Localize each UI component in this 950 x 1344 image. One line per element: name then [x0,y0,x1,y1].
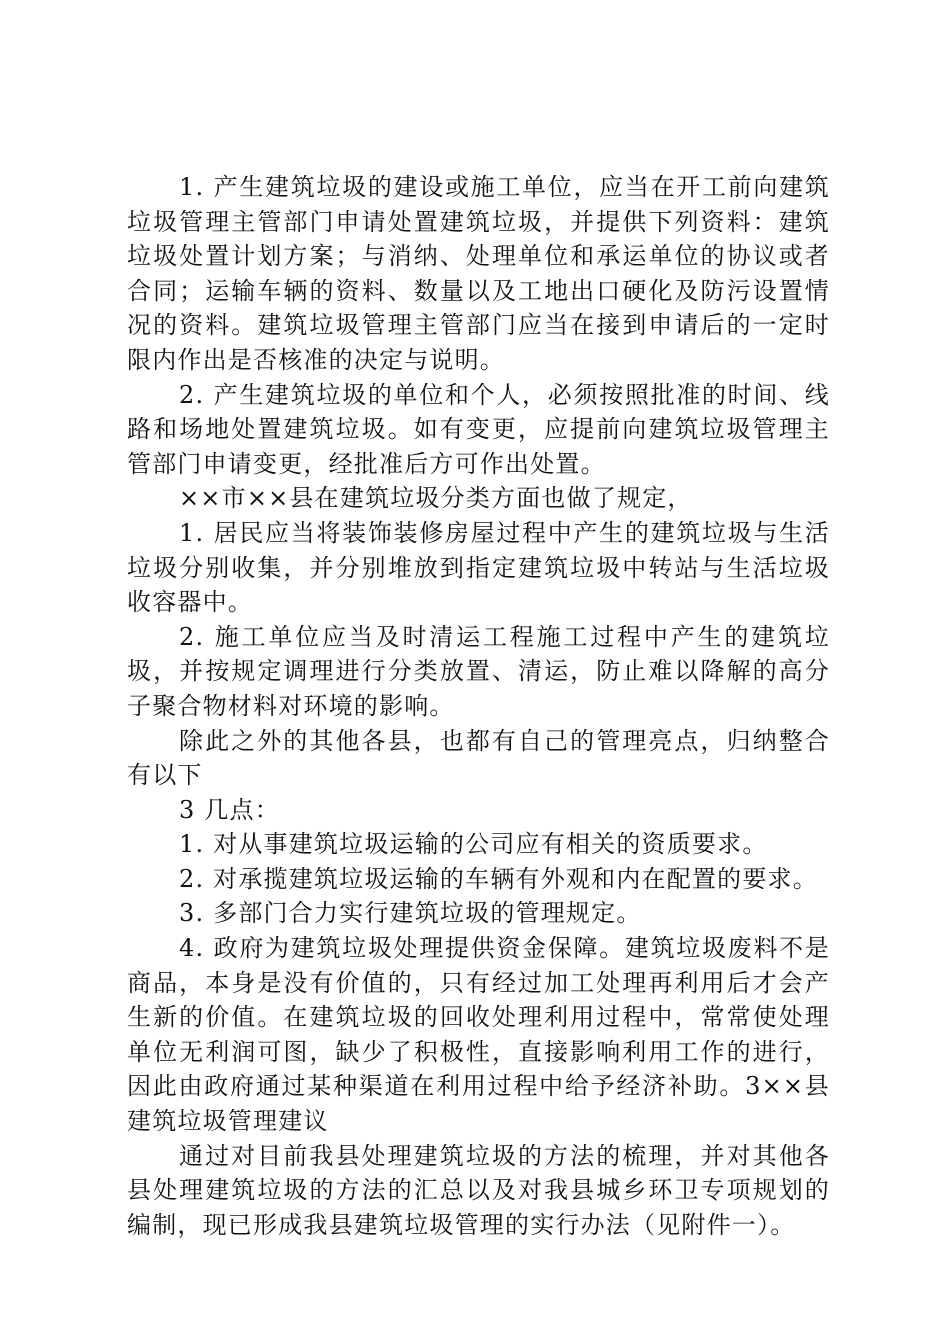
paragraph-points-heading: 3 几点： [179,795,280,824]
paragraph-application-requirements: 1. 产生建筑垃圾的建设或施工单位，应当在开工前向建筑垃圾管理主管部门申请处置建筑垃圾，并提供下列资料：建筑垃圾处置计划方案；与消纳、处理单位和承运单位的协议或者合同；运输车辆的资料、数量以及工地出口硬化及防污设置情况的资料。建筑垃圾管理主管部门应当在接到申请后的一定时限内作出是否核准的决定与说明。 [127,173,830,374]
list-item-multi-department: 3. 多部门合力实行建筑垃圾的管理规定。 [179,899,642,928]
paragraph-construction-cleanup: 2. 施工单位应当及时清运工程施工过程中产生的建筑垃圾，并按规定调理进行分类放置、清运，防止难以降解的高分子聚合物材料对环境的影响。 [127,622,830,720]
list-item-vehicle-requirements: 2. 对承揽建筑垃圾运输的车辆有外观和内在配置的要求。 [179,864,818,893]
paragraph-resident-sorting: 1. 居民应当将装饰装修房屋过程中产生的建筑垃圾与生活垃圾分别收集，并分别堆放到指定建筑垃圾中转站与生活垃圾收容器中。 [127,518,830,617]
list-item-qualification: 1. 对从事建筑垃圾运输的公司应有相关的资质要求。 [179,830,768,859]
paragraph-disposal-route: 2. 产生建筑垃圾的单位和个人，必须按照批准的时间、线路和场地处置建筑垃圾。如有变更，应提前向建筑垃圾管理主管部门申请变更，经批准后方可作出处置。 [127,380,830,478]
list-item-funding: 4. 政府为建筑垃圾处理提供资金保障。建筑垃圾废料不是商品，本身是没有价值的，只有经过加工处理再利用后才会产生新的价值。在建筑垃圾的回收处理利用过程中，常常使处理单位无利润可图，缺少了积极性，直接影响利用工作的进行，因此由政府通过某种渠道在利用过程中给予经济补助。3××县建筑垃圾管理建议 [127,934,830,1136]
paragraph-classification-intro: ××市××县在建筑垃圾分类方面也做了规定， [179,484,693,513]
paragraph-other-counties: 除此之外的其他各县，也都有自己的管理亮点，归纳整合有以下 [127,726,830,790]
document-body [127,170,830,1242]
paragraph-conclusion: 通过对目前我县处理建筑垃圾的方法的梳理，并对其他各县处理建筑垃圾的方法的汇总以及对我县城乡环卫专项规划的编制，现已形成我县建筑垃圾管理的实行办法（见附件一）。 [127,1141,830,1239]
